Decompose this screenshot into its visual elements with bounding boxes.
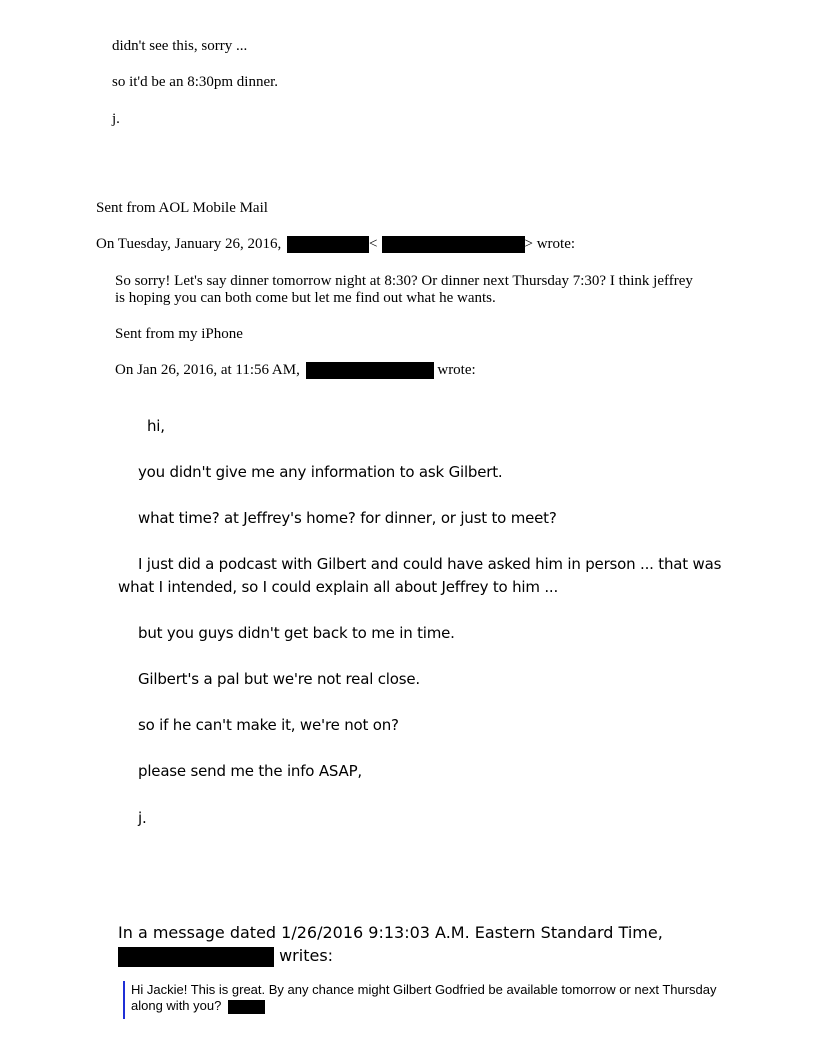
iphone-reply-header xyxy=(115,361,476,379)
aol-quote-writes: writes: xyxy=(279,946,334,965)
jackie-paragraph-2: what time? at Jeffrey's home? for dinner, or just to meet? xyxy=(138,509,557,527)
aol-quote-header-line-1: In a message dated 1/26/2016 9:13:03 A.M. Eastern Standard Time, xyxy=(118,923,663,942)
aol-header-suffix: > wrote: xyxy=(524,236,576,252)
reply-signoff: j. xyxy=(112,111,120,127)
iphone-header-prefix: On Jan 26, 2016, at 11:56 AM, xyxy=(115,362,300,378)
iphone-msg-line-2: is hoping you can both come but let me find out what he wants. xyxy=(115,290,496,306)
iphone-header-suffix: wrote: xyxy=(437,362,476,378)
jackie-paragraph-7: please send me the info ASAP, xyxy=(138,762,362,780)
jackie-paragraph-5: Gilbert's a pal but we're not real close. xyxy=(138,670,420,688)
jackie-signoff: j. xyxy=(138,809,147,827)
jackie-paragraph-1: you didn't give me any information to ask Gilbert. xyxy=(138,463,503,481)
jackie-paragraph-4: but you guys didn't get back to me in time. xyxy=(138,624,455,642)
iphone-msg-line-1: So sorry! Let's say dinner tomorrow night at 8:30? Or dinner next Thursday 7:30? I think jeffrey xyxy=(115,273,693,289)
aol-quote-header-line-2 xyxy=(118,944,333,967)
quote-bar xyxy=(123,981,125,1019)
redaction-block xyxy=(287,236,369,253)
redaction-block xyxy=(382,236,525,253)
aol-header-lt: < xyxy=(369,236,378,252)
quoted-msg-line-2-text: along with you? xyxy=(131,998,222,1013)
redaction-block xyxy=(228,1000,265,1014)
aol-signature: Sent from AOL Mobile Mail xyxy=(96,200,268,216)
jackie-paragraph-3-line-2: what I intended, so I could explain all about Jeffrey to him ... xyxy=(118,578,559,596)
redaction-block xyxy=(306,362,434,379)
jackie-paragraph-6: so if he can't make it, we're not on? xyxy=(138,716,399,734)
jackie-paragraph-3-line-1: I just did a podcast with Gilbert and could have asked him in person ... that was xyxy=(138,555,722,573)
quoted-msg-line-1: Hi Jackie! This is great. By any chance might Gilbert Godfried be available tomorrow or next Thursday xyxy=(131,982,717,997)
aol-reply-header xyxy=(96,235,575,253)
aol-header-prefix: On Tuesday, January 26, 2016, xyxy=(96,236,282,252)
reply-line-2: so it'd be an 8:30pm dinner. xyxy=(112,74,279,90)
reply-line-1: didn't see this, sorry ... xyxy=(112,38,248,54)
iphone-signature: Sent from my iPhone xyxy=(115,326,243,342)
redaction-block xyxy=(118,947,274,967)
quoted-msg-line-2 xyxy=(131,998,265,1014)
jackie-greeting: hi, xyxy=(147,417,165,435)
